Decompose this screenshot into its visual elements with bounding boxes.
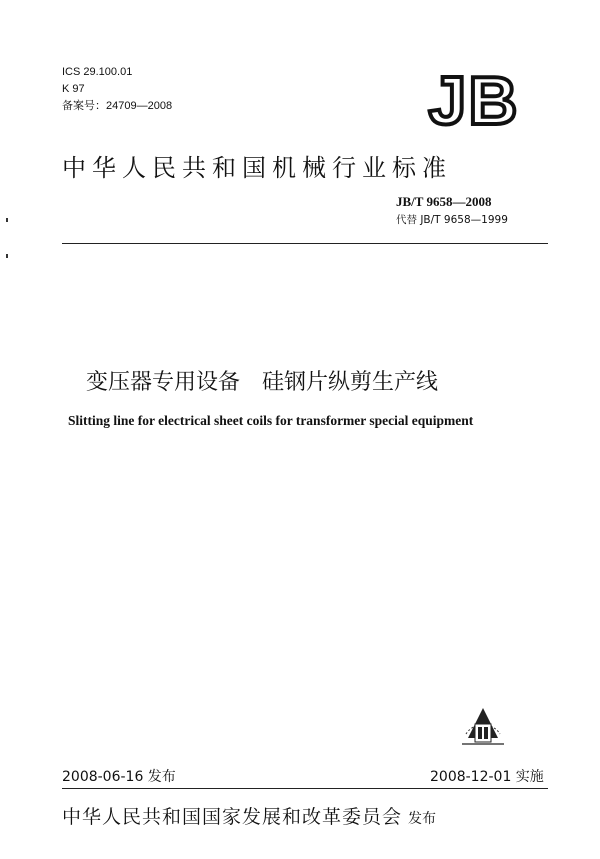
footer-divider [62, 788, 548, 789]
title-english: Slitting line for electrical sheet coils for transformer special equipment [68, 413, 474, 428]
jb-logo [420, 66, 528, 130]
filing-number: 备案号：24709—2008 [62, 100, 173, 112]
issue-date: 2008-06-16 发布 [62, 769, 176, 785]
margin-mark [6, 254, 8, 258]
metadata-block [62, 64, 172, 115]
standard-code [396, 194, 491, 210]
issuer [62, 802, 436, 829]
issuer-name: 中华人民共和国国家发展和改革委员会 [62, 806, 403, 828]
category-code: K 97 [62, 83, 85, 95]
ics-code: ICS 29.100.01 [62, 66, 133, 78]
standard-number: JB/T 9658—2008 [396, 194, 492, 209]
margin-mark [6, 218, 8, 222]
replaces-code: 代替 JB/T 9658—1999 [396, 214, 508, 226]
title-chinese: 变压器专用设备 硅钢片纵剪生产线 [86, 370, 439, 395]
standard-name: 中华人民共和国机械行业标准 [62, 154, 452, 182]
implementation-date: 2008-12-01 实施 [430, 769, 544, 785]
publish-label: 发布 [408, 811, 437, 827]
publisher-seal-icon [458, 694, 508, 746]
jb-logo-text: JB [428, 66, 520, 130]
header-divider [62, 243, 548, 244]
